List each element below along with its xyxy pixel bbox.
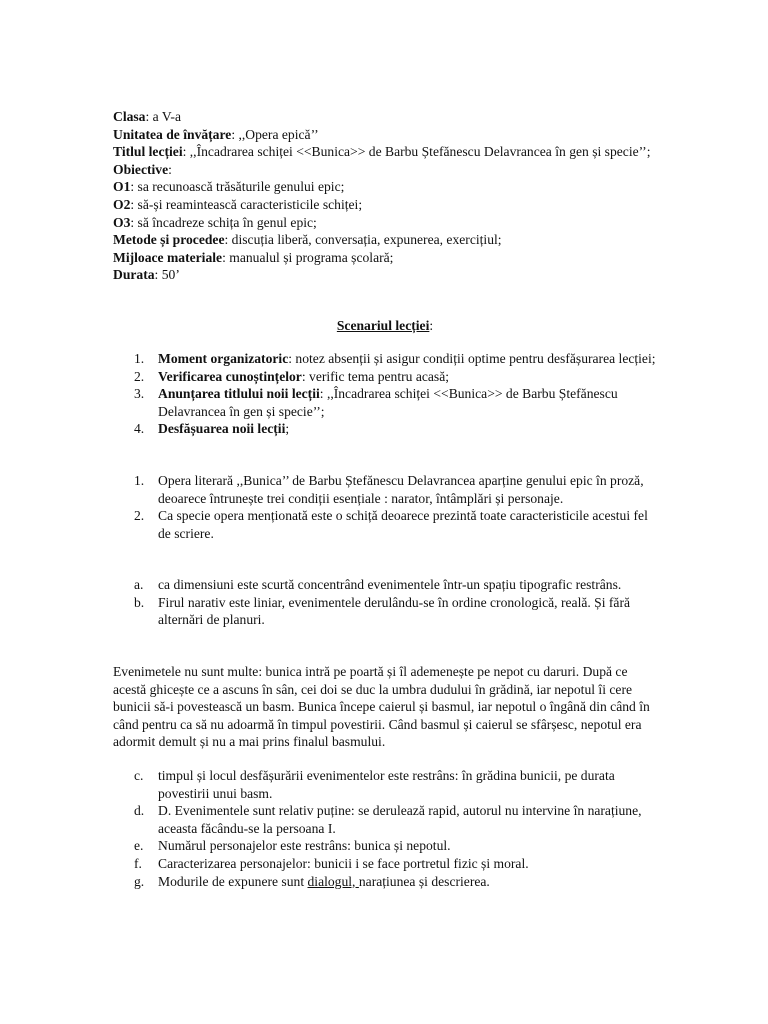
letters-ab-list <box>113 576 658 629</box>
body-paragraph: Evenimetele nu sunt multe: bunica intră pe poartă și îl ademenește pe nepot cu daruri. După ce acestă ghicește ce a ascuns în sân, cei doi se duc la umbra dudului în grădină, iar nepotul îi cere bunicii să-i povestească un basm. Bunica începe caierul și basmul, iar nepotul o îngână din când în când pentru ca să nu adoarmă în timpul povestirii. Când basmul și caierul se sfârșesc, nepotul era adormit demult și nu a mai prins finalul basmului. <box>113 664 650 750</box>
list-item: d. D. Evenimentele sunt relativ puține: se derulează rapid, autorul nu intervine în narațiune, aceasta făcându-se la persoana I. <box>134 803 642 836</box>
o1-line: O1: sa recunoască trăsăturile genului epic; <box>113 179 345 195</box>
list-item: 2. Ca specie opera menționată este o schiță deoarece prezintă toate caracteristicile acestui fel de scriere. <box>134 508 648 541</box>
list-item: e. Numărul personajelor este restrâns: bunica și nepotul. <box>134 838 451 854</box>
list-item: 1. Moment organizatoric: notez absenții și asigur condiții optime pentru desfășurarea lecției; <box>134 351 656 366</box>
list-item: g. Modurile de expunere sunt dialogul, narațiunea și descrierea. <box>134 873 490 889</box>
metode-line: Metode și procedee: discuția liberă, conversația, expunerea, exercițiul; <box>113 232 502 248</box>
o2-line: O2: să-și reamintească caracteristicile schiței; <box>113 196 363 212</box>
points-list <box>113 472 658 542</box>
o3-line: O3: să încadreze schița în genul epic; <box>113 214 317 230</box>
durata-line: Durata: 50’ <box>113 267 180 283</box>
list-item: 2. Verificarea cunoștințelor: verific tema pentru acasă; <box>134 368 450 384</box>
steps-list <box>113 350 658 438</box>
obiective-line: Obiective: <box>113 161 172 177</box>
titlul-line: Titlul lecției: ,,Încadrarea schiței <<Bunica>> de Barbu Ștefănescu Delavrancea în gen și specie’’; <box>113 144 651 160</box>
list-item: b. Firul narativ este liniar, evenimentele derulându-se în ordine cronologică, reală. Și fără alternări de planuri. <box>134 594 631 628</box>
list-item: a. ca dimensiuni este scurtă concentrând evenimentele într-un spațiu tipografic restrâns. <box>134 577 622 592</box>
letters-cg-list <box>113 767 658 890</box>
list-item: 1. Opera literară ,,Bunica’’ de Barbu Ștefănescu Delavrancea aparține genului epic în proză, deoarece întrunește trei condiții esențiale : narator, întâmplări și personaje. <box>134 473 644 506</box>
lesson-header <box>113 108 658 284</box>
list-item: f. Caracterizarea personajelor: bunicii i se face portretul fizic și moral. <box>134 855 529 871</box>
mijloace-line: Mijloace materiale: manualul și programa școlară; <box>113 249 394 265</box>
section-title: Scenariul lecției: <box>336 318 434 333</box>
list-item: c. timpul și locul desfășurării evenimentelor este restrâns: în grădina bunicii, pe durata povestirii unui basm. <box>134 768 615 801</box>
list-item: 4. Desfășuarea noii lecții; <box>134 421 290 437</box>
unitatea-line: Unitatea de învățare: ,,Opera epică’’ <box>113 126 319 142</box>
clasa-line: Clasa: a V-a <box>113 109 181 124</box>
list-item: 3. Anunțarea titlului noii lecții: ,,Încadrarea schiței <<Bunica>> de Barbu Ștefănescu Delavrancea în gen și specie’’; <box>134 386 618 419</box>
